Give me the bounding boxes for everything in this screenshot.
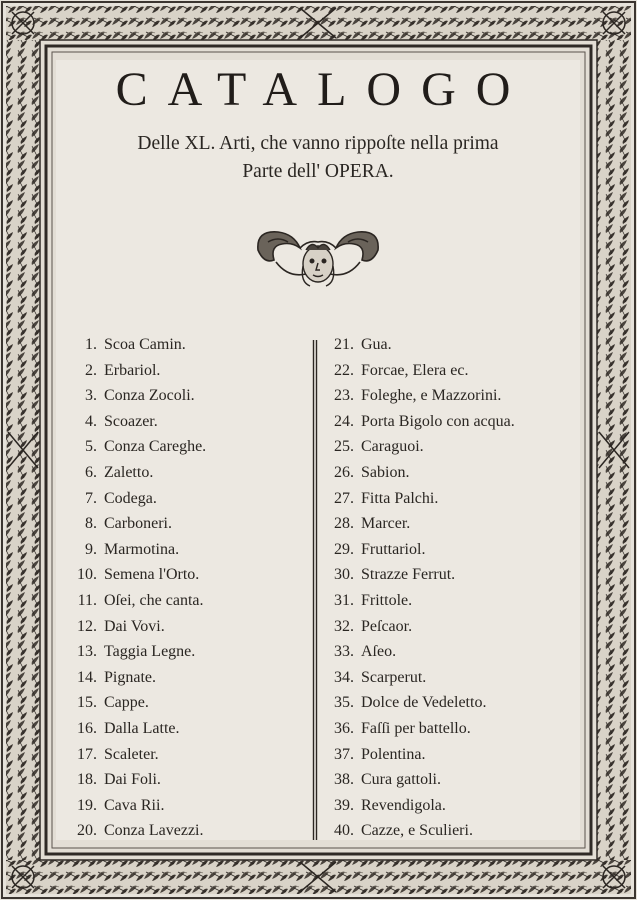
item-label: Conza Zocoli.: [104, 387, 195, 405]
list-item: [326, 793, 576, 819]
item-label: Oſei, che canta.: [104, 591, 204, 609]
list-item: [326, 818, 576, 844]
list-item: [64, 767, 304, 793]
item-number: 27.: [334, 489, 354, 507]
item-label: Polentina.: [361, 745, 426, 763]
list-item: [326, 690, 576, 716]
item-label: Codega.: [104, 489, 157, 507]
page-title: CATALOGO: [115, 63, 531, 116]
item-number: 32.: [334, 617, 354, 635]
list-item: [326, 562, 576, 588]
item-number: 19.: [77, 796, 97, 814]
list-item: [326, 767, 576, 793]
item-label: Marcer.: [361, 515, 411, 533]
item-number: 7.: [85, 489, 97, 507]
list-item: [326, 665, 576, 691]
list-item: [64, 486, 304, 512]
item-number: 30.: [334, 566, 354, 584]
item-label: Forcae, Elera ec.: [361, 361, 469, 379]
item-number: 3.: [85, 387, 97, 405]
list-item: [326, 434, 576, 460]
subtitle-line-2: Parte dell' OPERA.: [242, 161, 394, 182]
item-label: Fruttariol.: [361, 540, 426, 558]
item-label: Conza Careghe.: [104, 438, 207, 456]
list-item: [64, 332, 304, 358]
catalog-page: [56, 60, 580, 840]
item-label: Dai Vovi.: [104, 617, 165, 635]
item-label: Dalla Latte.: [104, 719, 180, 737]
item-label: Cappe.: [104, 694, 149, 712]
item-number: 14.: [77, 668, 97, 686]
list-item: [64, 562, 304, 588]
item-number: 17.: [77, 745, 97, 763]
list-item: [64, 537, 304, 563]
item-label: Conza Lavezzi.: [104, 822, 204, 840]
item-number: 28.: [334, 515, 354, 533]
item-label: Scoa Camin.: [104, 336, 186, 353]
item-label: Dai Foli.: [104, 771, 161, 789]
item-number: 18.: [77, 771, 97, 789]
item-number: 22.: [334, 361, 354, 379]
list-item: [64, 614, 304, 640]
item-label: Cura gattoli.: [361, 771, 441, 789]
list-item: [64, 716, 304, 742]
list-item: [64, 358, 304, 384]
item-number: 12.: [77, 617, 97, 635]
item-number: 37.: [334, 745, 354, 763]
mascaron-ornament-icon: [248, 220, 388, 292]
item-number: 13.: [77, 643, 97, 661]
item-label: Marmotina.: [104, 540, 180, 558]
item-number: 39.: [334, 796, 354, 814]
item-number: 5.: [85, 438, 97, 456]
list-item: [326, 716, 576, 742]
item-number: 16.: [77, 719, 97, 737]
list-item: [326, 358, 576, 384]
item-label: Cazze, e Sculieri.: [361, 822, 473, 840]
list-item: [64, 665, 304, 691]
list-item: [64, 639, 304, 665]
item-label: Strazze Ferrut.: [361, 566, 456, 584]
item-label: Semena l'Orto.: [104, 566, 200, 584]
item-number: 25.: [334, 438, 354, 456]
list-item: [64, 409, 304, 435]
list-item: [64, 434, 304, 460]
subtitle-line-1: Delle XL. Arti, che vanno rippoſte nella prima: [137, 133, 499, 154]
item-number: 33.: [334, 643, 354, 661]
item-number: 1.: [85, 336, 97, 353]
item-label: Foleghe, e Mazzorini.: [361, 387, 502, 405]
list-item: [326, 742, 576, 768]
item-number: 35.: [334, 694, 354, 712]
item-label: Taggia Legne.: [104, 643, 196, 661]
item-label: Cava Rii.: [104, 796, 165, 814]
item-label: Peſcaor.: [361, 617, 413, 635]
item-label: Carboneri.: [104, 515, 172, 533]
list-item: [326, 639, 576, 665]
item-number: 15.: [77, 694, 97, 712]
list-item: [326, 588, 576, 614]
item-number: 26.: [334, 463, 354, 481]
list-item: [64, 742, 304, 768]
list-item: [64, 690, 304, 716]
item-label: Scaleter.: [104, 745, 159, 763]
item-label: Aſeo.: [361, 643, 397, 661]
item-number: 6.: [85, 463, 97, 481]
item-label: Dolce de Vedeletto.: [361, 694, 487, 712]
item-number: 40.: [334, 822, 354, 840]
page-subtitle: [56, 130, 580, 186]
list-item: [326, 460, 576, 486]
list-item: [326, 409, 576, 435]
catalog-list-right: [326, 332, 576, 844]
catalog-list-left: [64, 332, 304, 844]
list-item: [326, 383, 576, 409]
item-label: Porta Bigolo con acqua.: [361, 412, 515, 430]
column-divider: [312, 340, 318, 840]
item-label: Zaletto.: [104, 463, 154, 481]
item-number: 4.: [85, 412, 97, 430]
list-item: [326, 537, 576, 563]
list-item: [64, 793, 304, 819]
list-item: [326, 614, 576, 640]
item-number: 23.: [334, 387, 354, 405]
item-label: Scarperut.: [361, 668, 427, 686]
item-number: 8.: [85, 515, 97, 533]
item-label: Caraguoi.: [361, 438, 424, 456]
list-item: [64, 383, 304, 409]
item-number: 2.: [85, 361, 97, 379]
item-number: 36.: [334, 719, 354, 737]
item-number: 11.: [77, 591, 97, 609]
list-item: [64, 588, 304, 614]
list-item: [64, 511, 304, 537]
item-number: 38.: [334, 771, 354, 789]
item-label: Frittole.: [361, 591, 413, 609]
item-label: Sabion.: [361, 463, 410, 481]
list-item: [326, 486, 576, 512]
item-number: 31.: [334, 591, 354, 609]
item-number: 9.: [85, 540, 97, 558]
list-item: [64, 818, 304, 844]
item-number: 24.: [334, 412, 354, 430]
item-number: 29.: [334, 540, 354, 558]
item-label: Erbariol.: [104, 361, 161, 379]
item-label: Fitta Palchi.: [361, 489, 439, 507]
item-number: 34.: [334, 668, 354, 686]
list-item: [64, 460, 304, 486]
item-label: Revendigola.: [361, 796, 446, 814]
list-item: [326, 332, 576, 358]
item-label: Gua.: [361, 336, 392, 353]
item-label: Pignate.: [104, 668, 156, 686]
item-number: 20.: [77, 822, 97, 840]
list-item: [326, 511, 576, 537]
item-label: Scoazer.: [104, 412, 158, 430]
item-number: 10.: [77, 566, 97, 584]
item-number: 21.: [334, 336, 354, 353]
item-label: Faſſi per battello.: [361, 719, 471, 737]
